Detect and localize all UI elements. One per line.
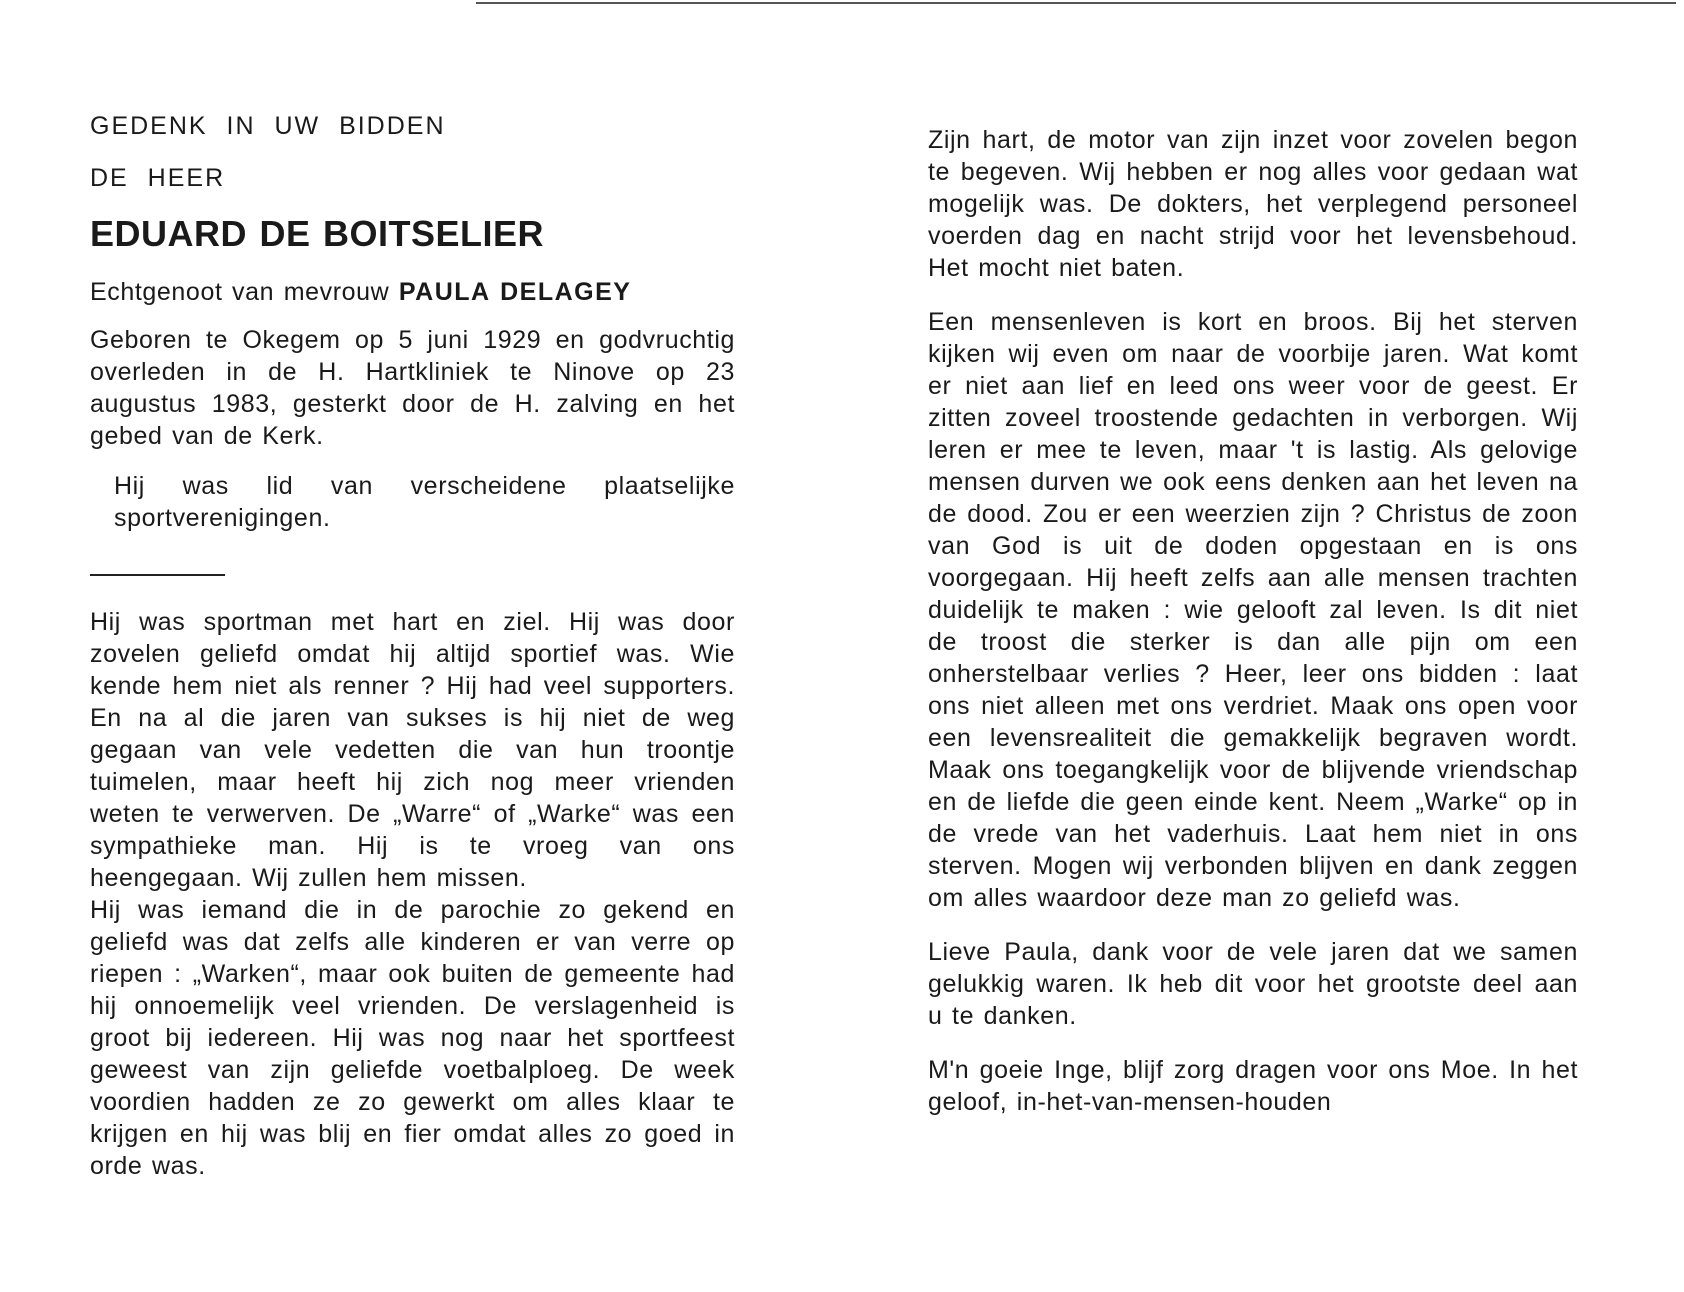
spouse-line — [90, 276, 735, 308]
spouse-label: Echtgenoot van mevrouw — [90, 278, 390, 306]
top-border-line — [476, 2, 1676, 4]
right-paragraph-1: Zijn hart, de motor van zijn inzet voor zovelen begon te begeven. Wij hebben er nog alles voor gedaan wat mogelijk was. De dokters, het verplegend personeel voerden dag en nacht strijd voor het levensbehoud. Het mocht niet baten. — [928, 126, 1578, 282]
title-prefix: DE HEER — [90, 164, 226, 192]
right-paragraph-3: Lieve Paula, dank voor de vele jaren dat we samen gelukkig waren. Ik heb dit voor het grootste deel aan u te danken. — [928, 938, 1578, 1030]
left-column — [90, 110, 735, 1182]
left-body — [90, 606, 735, 1182]
sport-clubs-paragraph: Hij was lid van verscheidene plaatselijke sportverenigingen. — [114, 472, 735, 532]
right-paragraph-2: Een mensenleven is kort en broos. Bij het sterven kijken wij even om naar de voorbije jaren. Wat komt er niet aan lief en leed ons weer voor de geest. Er zitten zoveel troostende gedachten in verborgen. Wij leren er mee te leven, maar 't is lastig. Als gelovige mensen durven we ook eens denken aan het leven na de dood. Zou er een weerzien zijn ? Christus de zoon van God is uit de doden opgestaan en is ons voorgegaan. Hij heeft zelfs aan alle mensen trachten duidelijk te maken : wie gelooft zal leven. Is dit niet de troost die sterker is dan alle pijn om een onherstelbaar verlies ? Heer, leer ons bidden : laat ons niet alleen met ons verdriet. Maak ons open voor een levensrealiteit die gemakkelijk begraven wordt. Maak ons toegangkelijk voor de blijvende vriendschap en de liefde die geen einde kent. Neem „Warke“ op in de vrede van het vaderhuis. Laat hem niet in ons sterven. Mogen wij verbonden blijven en dank zeggen om alles waardoor deze man zo geliefd was. — [928, 308, 1578, 912]
right-column — [928, 124, 1578, 1118]
spouse-name: PAULA DELAGEY — [398, 278, 632, 306]
body-paragraph-1: Hij was sportman met hart en ziel. Hij was door zovelen geliefd omdat hij altijd sportief was. Wie kende hem niet als renner ? Hij had veel supporters. En na al die jaren van sukses is hij niet de weg gegaan van vele vedetten die van hun troontje tuimelen, maar heeft hij zich nog meer vrienden weten te verwerven. De „Warre“ of „Warke“ was een sympathieke man. Hij is te vroeg van ons heengegaan. Wij zullen hem missen. — [90, 608, 735, 892]
intro-heading: GEDENK IN UW BIDDEN — [90, 112, 446, 140]
section-divider — [90, 574, 225, 576]
right-paragraph-4: M'n goeie Inge, blijf zorg dragen voor ons Moe. In het geloof, in-het-van-mensen-houden — [928, 1056, 1578, 1116]
birth-death-paragraph: Geboren te Okegem op 5 juni 1929 en godvruchtig overleden in de H. Hartkliniek te Ninove op 23 augustus 1983, gesterkt door de H. zalving en het gebed van de Kerk. — [90, 326, 735, 450]
body-paragraph-2: Hij was iemand die in de parochie zo gekend en geliefd was dat zelfs alle kinderen er van verre op riepen : „Warken“, maar ook buiten de gemeente had hij onnoemelijk veel vrienden. De verslagenheid is groot bij iedereen. Hij was nog naar het sportfeest geweest van zijn geliefde voetbalploeg. De week voordien hadden ze zo gewerkt om alles klaar te krijgen en hij was blij en fier omdat alles zo goed in orde was. — [90, 896, 735, 1180]
deceased-name: EDUARD DE BOITSELIER — [90, 213, 545, 254]
